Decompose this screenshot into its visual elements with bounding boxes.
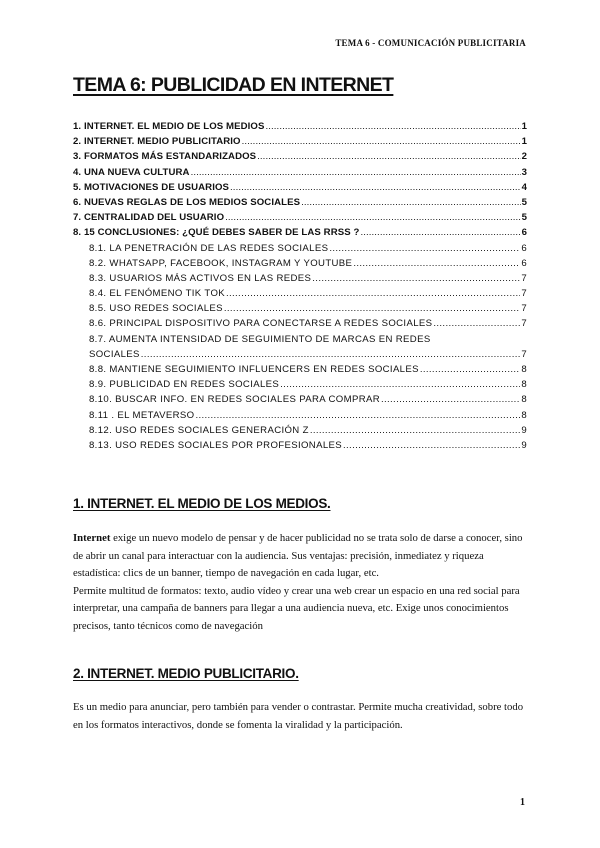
toc-entry-label: 8. 15 CONCLUSIONES: ¿QUÉ DEBES SABER DE LAS RRSS ? [73,227,360,239]
toc-leader-dots [312,271,520,286]
toc-entry-3[interactable] [73,149,527,164]
toc-leader-dots [191,165,521,180]
section-1-body [73,530,529,636]
toc-leader-dots [301,195,520,210]
toc-entry-label: 8.12. USO REDES SOCIALES GENERACIÓN Z [89,424,309,436]
section-2-body [73,699,529,734]
toc-leader-dots [266,119,521,134]
toc-entry-8-4[interactable] [73,286,527,301]
toc-entry-8-7[interactable] [73,332,527,362]
toc-entry-label: 6. NUEVAS REGLAS DE LOS MEDIOS SOCIALES [73,196,301,208]
paragraph-text: exige un nuevo modelo de pensar y de hacer publicidad no se trata solo de darse a conocer, sino de abrir un canal para interactuar con la audiencia. Sus ventajas: precisión, inmediatez y riqueza estadística: clics de un banner, tiempo de navegación en cada lugar, etc. [73,532,523,580]
toc-entry-page: 8 [521,409,527,421]
toc-entry-label: 1. INTERNET. EL MEDIO DE LOS MEDIOS [73,121,265,132]
document-title: TEMA 6: PUBLICIDAD EN INTERNET [73,74,394,96]
toc-leader-dots [230,180,521,195]
toc-entry-1[interactable] [73,119,527,134]
toc-leader-dots [381,392,520,407]
toc-entry-label: 8.11 . EL METAVERSO [89,409,195,421]
toc-entry-8[interactable] [73,225,527,240]
toc-entry-page: 5 [521,196,527,208]
toc-entry-page: 7 [521,318,527,330]
toc-entry-8-3[interactable] [73,271,527,286]
toc-entry-page: 1 [521,136,527,148]
toc-entry-label: 2. INTERNET. MEDIO PUBLICITARIO [73,136,241,148]
toc-entry-page: 4 [521,181,527,193]
toc-entry-4[interactable] [73,165,527,180]
toc-entry-label: 5. MOTIVACIONES DE USUARIOS [73,181,230,193]
toc-entry-2[interactable] [73,134,527,149]
toc-entry-8-13[interactable] [73,438,527,453]
toc-leader-dots [353,256,520,271]
toc-entry-label: 8.9. PUBLICIDAD EN REDES SOCIALES [89,379,280,391]
page-number: 1 [520,797,525,808]
toc-entry-page: 6 [521,227,527,239]
section-heading-1: 1. INTERNET. EL MEDIO DE LOS MEDIOS. [73,496,331,511]
toc-entry-page: 9 [521,424,527,436]
toc-entry-label: 8.7. AUMENTA INTENSIDAD DE SEGUIMIENTO DE MARCAS EN REDES [89,333,431,345]
toc-entry-page: 1 [521,121,527,132]
toc-entry-label: 8.2. WHATSAPP, FACEBOOK, INSTAGRAM Y YOUTUBE [89,257,353,269]
toc-entry-8-12[interactable] [73,423,527,438]
toc-entry-8-2[interactable] [73,256,527,271]
toc-leader-dots [420,362,520,377]
toc-entry-page: 7 [521,303,527,315]
toc-entry-label: 8.8. MANTIENE SEGUIMIENTO INFLUENCERS EN REDES SOCIALES [89,364,419,375]
toc-entry-label: 7. CENTRALIDAD DEL USUARIO [73,212,225,224]
toc-entry-label: 8.13. USO REDES SOCIALES POR PROFESIONALES [89,439,343,451]
toc-entry-label: 3. FORMATOS MÁS ESTANDARIZADOS [73,151,257,163]
toc-leader-dots [329,241,520,256]
toc-entry-page: 7 [521,348,527,360]
toc-entry-5[interactable] [73,180,527,195]
toc-leader-dots [310,423,521,438]
paragraph [73,530,529,583]
toc-entry-8-10[interactable] [73,392,527,407]
toc-entry-label: SOCIALES [89,348,140,360]
toc-entry-page: 8 [521,394,527,406]
toc-leader-dots [280,377,520,392]
toc-leader-dots [343,438,520,453]
toc-leader-dots [226,286,520,301]
table-of-contents [73,119,527,453]
toc-entry-page: 8 [521,364,527,375]
toc-entry-page: 7 [521,288,527,300]
toc-entry-label: 8.5. USO REDES SOCIALES [89,303,223,315]
toc-entry-page: 7 [521,272,527,284]
toc-entry-page: 5 [521,212,527,224]
toc-entry-page: 6 [521,242,527,254]
toc-entry-7[interactable] [73,210,527,225]
paragraph: Es un medio para anunciar, pero también para vender o contrastar. Permite mucha creatividad, sobre todo en los formatos interactivos, donde se fomenta la viralidad y la participación. [73,701,524,731]
toc-entry-8-5[interactable] [73,301,527,316]
toc-entry-label: 8.4. EL FENÓMENO TIK TOK [89,288,225,300]
toc-entry-8-6[interactable] [73,316,527,331]
toc-leader-dots [141,347,521,362]
toc-entry-8-8[interactable] [73,362,527,377]
toc-leader-dots [224,301,520,316]
section-heading-2: 2. INTERNET. MEDIO PUBLICITARIO. [73,666,299,681]
toc-entry-page: 2 [521,151,527,163]
toc-entry-label: 8.1. LA PENETRACIÓN DE LAS REDES SOCIALES [89,242,329,254]
paragraph: Permite multitud de formatos: texto, audio vídeo y crear una web crear un espacio en una red social para interpretar, una campaña de banners para llegar a una audiencia nueva, etc. Exige unos conocimientos precisos, tanto técnicos como de navegación [73,584,520,632]
toc-leader-dots [225,210,520,225]
toc-leader-dots [242,134,521,149]
running-header: TEMA 6 - COMUNICACIÓN PUBLICITARIA [335,38,526,48]
toc-leader-dots [195,408,520,423]
toc-entry-label: 8.3. USUARIOS MÁS ACTIVOS EN LAS REDES [89,272,312,284]
toc-entry-8-1[interactable] [73,241,527,256]
toc-entry-label: 8.6. PRINCIPAL DISPOSITIVO PARA CONECTARSE A REDES SOCIALES [89,318,433,330]
toc-entry-page: 8 [521,379,527,391]
toc-entry-page: 9 [521,439,527,451]
toc-entry-8-9[interactable] [73,377,527,392]
toc-entry-continuation [89,347,527,362]
toc-entry-page: 6 [521,257,527,269]
toc-entry-6[interactable] [73,195,527,210]
toc-leader-dots [360,225,520,240]
toc-leader-dots [433,316,520,331]
toc-entry-8-11[interactable] [73,408,527,423]
bold-term: Internet [73,532,111,544]
toc-leader-dots [257,149,520,164]
toc-entry-label: 4. UNA NUEVA CULTURA [73,166,190,178]
toc-entry-page: 3 [521,166,527,178]
toc-entry-label: 8.10. BUSCAR INFO. EN REDES SOCIALES PARA COMPRAR [89,394,380,406]
